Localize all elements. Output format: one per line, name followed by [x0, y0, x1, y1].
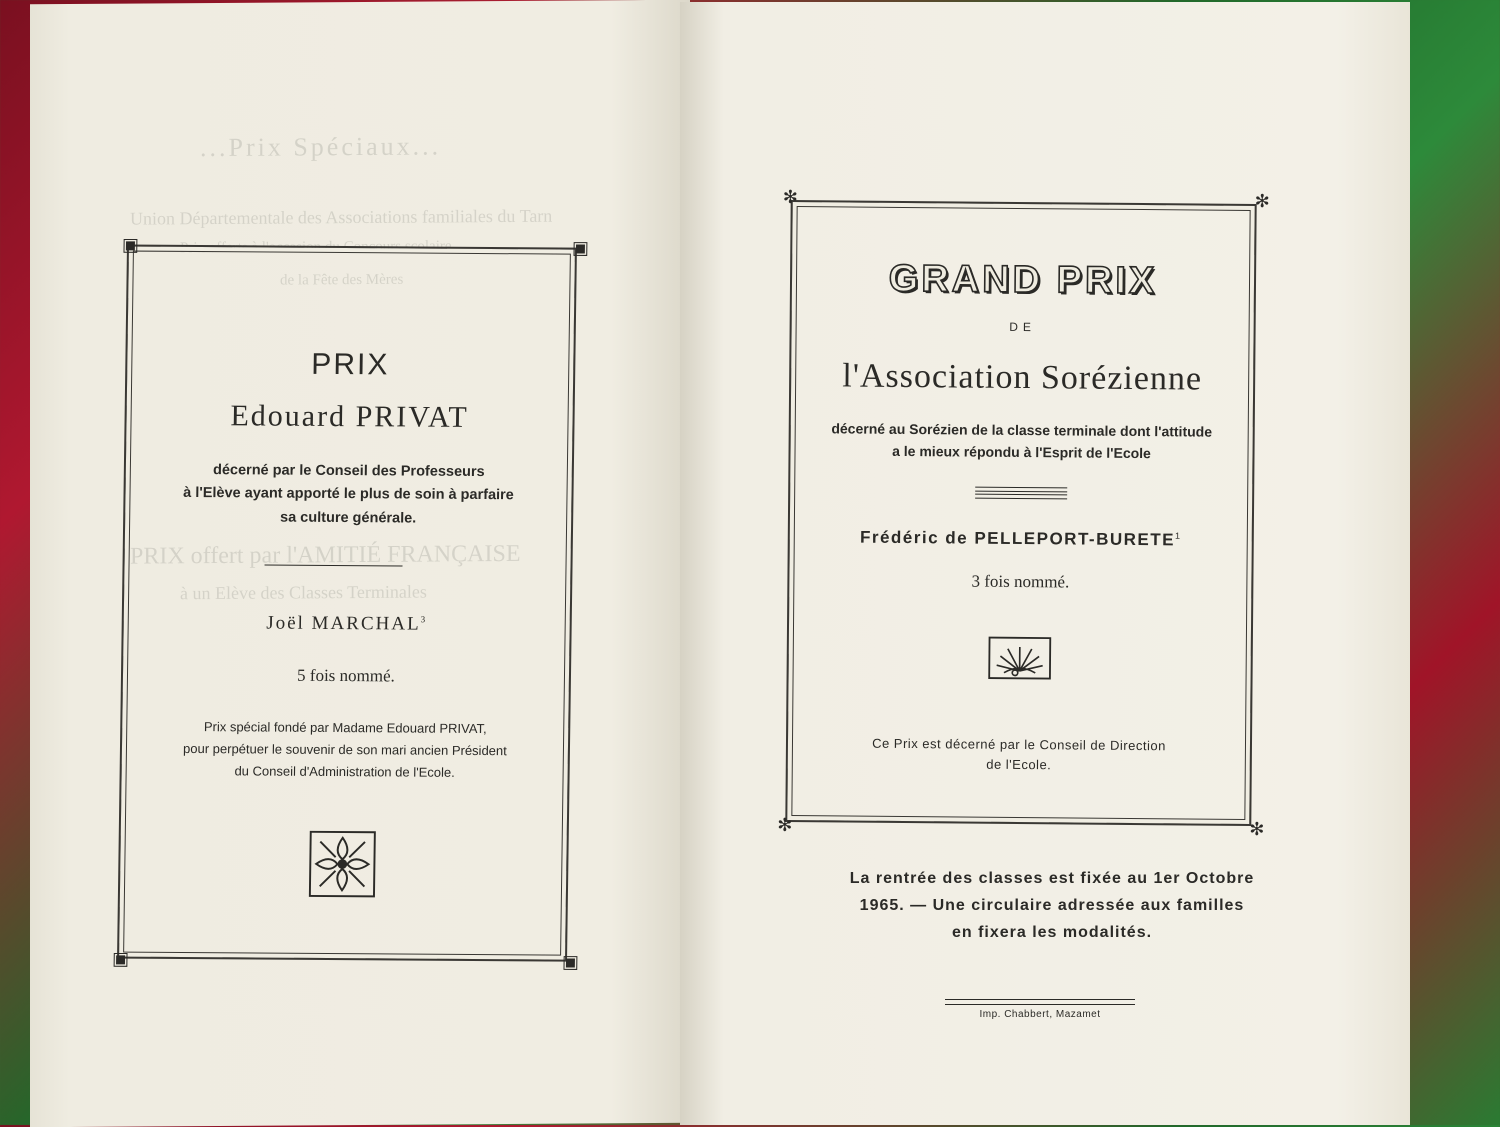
flower-corner-icon: ✻ [777, 814, 793, 836]
divider-rule [265, 565, 403, 567]
bleed-through-line: à un Elève des Classes Terminales [180, 581, 427, 604]
open-booklet [30, 0, 1410, 1125]
prize-description-line: décerné par le Conseil des Professeurs [212, 462, 485, 481]
winner-footnote: 3 [420, 614, 428, 625]
winner-footnote: 1 [1174, 530, 1182, 541]
palmette-ornament-icon [986, 636, 1054, 683]
winner-name: Frédéric de PELLEPORT-BURETE [859, 527, 1176, 550]
prize-footer-line: pour perpétuer le souvenir de son mari ancien Président [182, 740, 507, 759]
de-label: DE [1009, 319, 1037, 335]
rentree-line: 1965. — Une circulaire adressée aux familles [859, 897, 1245, 914]
council-note-line: Ce Prix est décerné par le Conseil de Direction [872, 735, 1166, 754]
bleed-through-heading: ...Prix Spéciaux... [200, 131, 442, 163]
right-prize-frame [777, 186, 1270, 840]
frame-corner-icon: ▣ [121, 234, 140, 255]
frame-corner-icon: ▣ [111, 948, 130, 969]
rentree-line: La rentrée des classes est fixée au 1er Octobre [849, 870, 1255, 887]
printer-imprint: Imp. Chabbert, Mazamet [979, 1009, 1101, 1020]
left-page [30, 0, 690, 1127]
grand-prix-description-line: a le mieux répondu à l'Esprit de l'Ecole [892, 442, 1151, 462]
prize-title: PRIX [311, 347, 390, 382]
prize-footer-line: Prix spécial fondé par Madame Edouard PRIVAT, [203, 719, 487, 737]
frame-corner-icon: ▣ [561, 951, 580, 972]
prize-footer-line: du Conseil d'Administration de l'Ecole. [234, 763, 455, 780]
winner-line [790, 527, 1252, 551]
flower-corner-icon: ✻ [1249, 819, 1265, 840]
frame-corner-icon: ▣ [571, 237, 590, 258]
rentree-line: en fixera les modalités. [951, 924, 1153, 941]
right-page [680, 2, 1410, 1125]
winner-name: Joël MARCHAL [266, 612, 421, 635]
flower-corner-icon: ✻ [1254, 191, 1270, 212]
flower-corner-icon: ✻ [782, 186, 798, 208]
council-note-line: de l'Ecole. [986, 756, 1052, 773]
winner-line [124, 612, 570, 637]
left-prize-frame [111, 234, 590, 972]
grand-prix-description-line: décerné au Sorézien de la classe terminale dont l'attitude [831, 420, 1213, 440]
printer-rule [945, 999, 1135, 1005]
prize-description-line: à l'Elève ayant apporté le plus de soin à parfaire [183, 484, 514, 504]
prize-name: Edouard PRIVAT [230, 399, 469, 434]
association-name: l'Association Sorézienne [842, 357, 1203, 398]
rosette-ornament-icon [308, 830, 377, 898]
grand-prix-title: GRAND PRIX [888, 257, 1158, 303]
bleed-through-line: Union Départementale des Associations familiales du Tarn [130, 205, 553, 229]
bleed-through-line: de la Fête des Mères [280, 271, 404, 289]
times-named: 3 fois nommé. [971, 571, 1070, 592]
triple-rule-divider [975, 487, 1067, 500]
times-named: 5 fois nommé. [296, 665, 395, 686]
prize-description-line: sa culture générale. [279, 509, 417, 527]
bleed-through-line: Prix offerts à l'occasion du Concours scolaire [180, 238, 452, 257]
bleed-through-line: PRIX offert par l'AMITIÉ FRANÇAISE [130, 540, 521, 570]
